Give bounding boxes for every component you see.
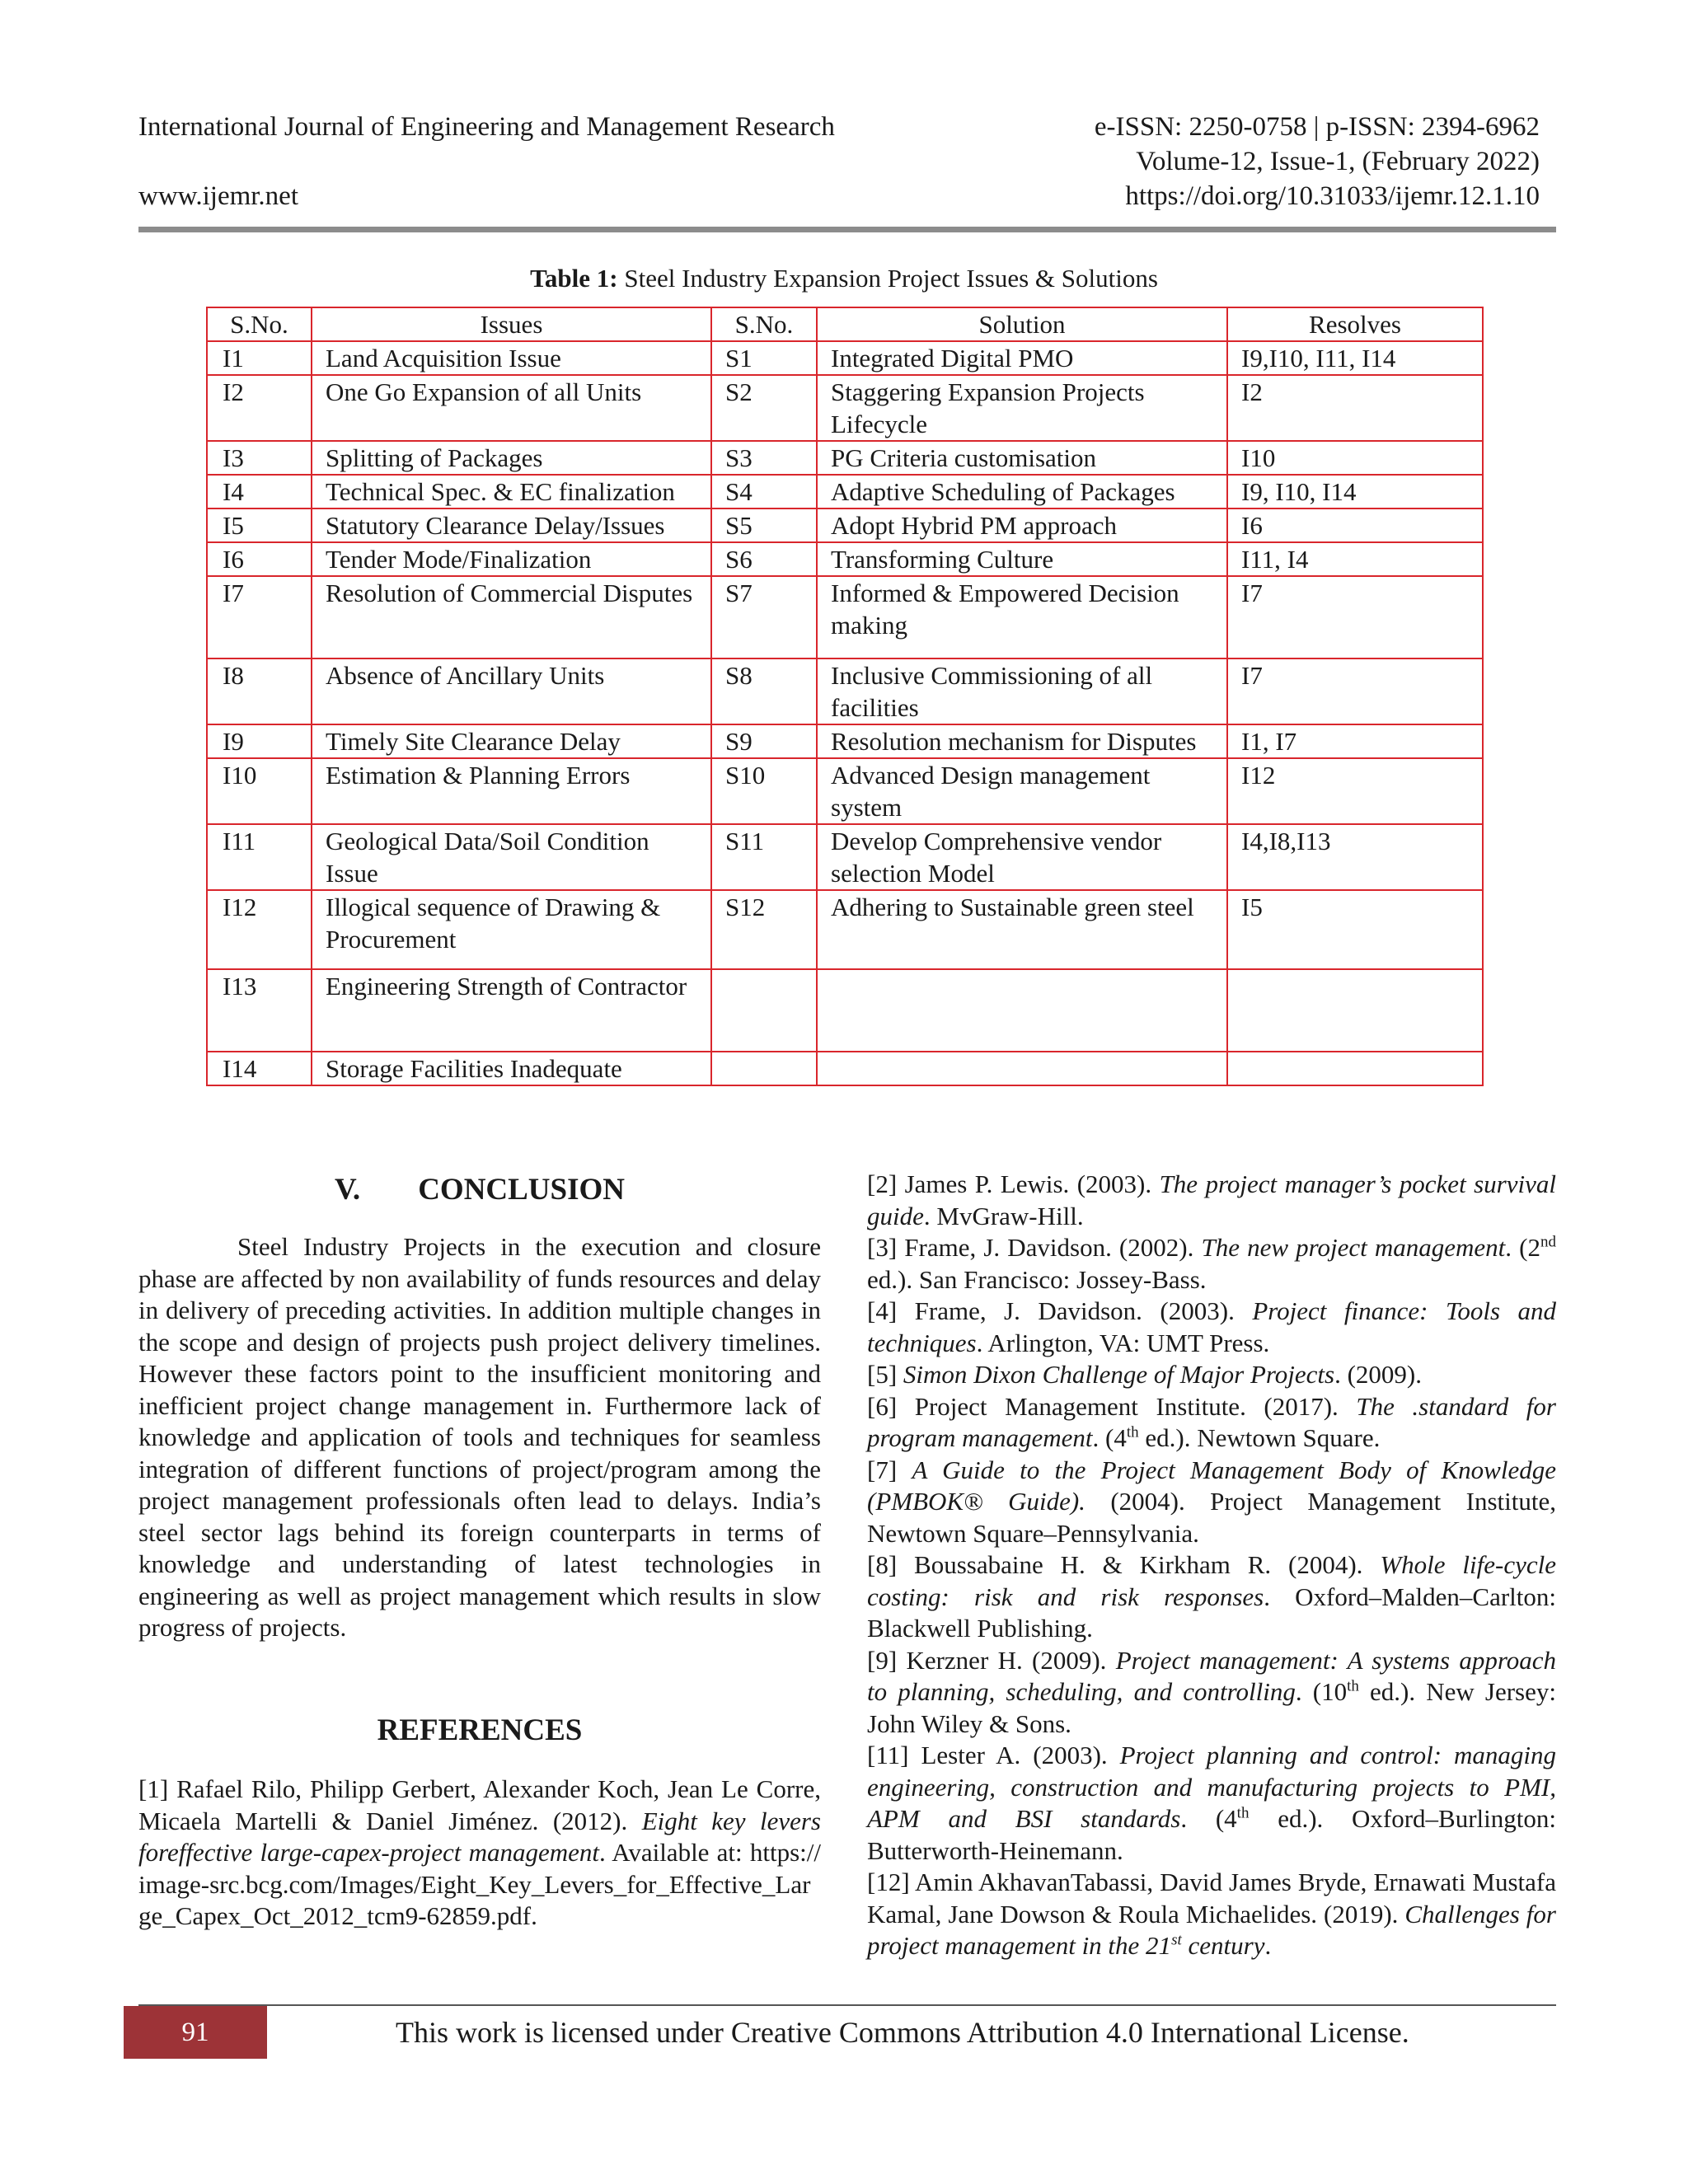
ref-authors: [3] Frame, J. Davidson. (2002). [867, 1233, 1202, 1262]
cell-issue: Tender Mode/Finalization [312, 542, 711, 576]
reference-11 [867, 1740, 1556, 1867]
reference-8 [867, 1549, 1556, 1645]
header-resolves: Resolves [1227, 307, 1483, 341]
reference-4 [867, 1296, 1556, 1359]
ref-source: . Arlington, VA: UMT Press. [976, 1328, 1270, 1357]
ref-source: . (10 [1295, 1677, 1348, 1706]
cell-issue: Storage Facilities Inadequate [312, 1052, 711, 1085]
issues-solutions-table [206, 307, 1484, 1086]
cell-solution: Informed & Empowered Decision making [817, 576, 1227, 658]
reference-12 [867, 1867, 1556, 1962]
cell-solution: Develop Comprehensive vendor selection Model [817, 824, 1227, 890]
ref-title: A Guide to the Project Management Body of Knowledge (PMBOK® Guide). [867, 1455, 1556, 1516]
ref-source: ed.). Oxford–Burlington: Butterworth-Heinemann. [867, 1804, 1557, 1865]
table-row [207, 576, 1483, 658]
ref-title: Simon Dixon Challenge of Major Projects [903, 1360, 1335, 1389]
table-header-row [207, 307, 1483, 341]
cell-solution-id: S11 [711, 824, 817, 890]
ref-source: . (2009). [1334, 1360, 1423, 1389]
ref-authors: [6] Project Management Institute. (2017). [867, 1391, 1357, 1421]
cell-issue-id: I10 [207, 758, 312, 824]
cell-solution: Inclusive Commissioning of all facilities [817, 658, 1227, 724]
conclusion-section [138, 1172, 821, 1644]
cell-issue-id: I2 [207, 375, 312, 441]
header-solution-sno: S.No. [711, 307, 817, 341]
reference-3 [867, 1232, 1556, 1296]
cell-issue-id: I9 [207, 724, 312, 758]
cell-solution-id [711, 1052, 817, 1085]
table-row [207, 509, 1483, 542]
cell-resolves: I4,I8,I13 [1227, 824, 1483, 890]
cell-resolves: I9, I10, I14 [1227, 475, 1483, 509]
ref-source: . Oxford–Malden–Carlton: Blackwell Publishing. [867, 1582, 1556, 1643]
reference-9 [867, 1645, 1556, 1741]
ref-superscript: st [1171, 1931, 1182, 1949]
ref-source: . (4 [1092, 1423, 1127, 1452]
ref-title: Eight key levers foreffective large-capex-project management [138, 1806, 821, 1867]
ref-authors: [2] James P. Lewis. (2003). [867, 1169, 1160, 1198]
reference-6 [867, 1391, 1556, 1455]
table-row [207, 890, 1483, 969]
ref-authors: [1] Rafael Rilo, Philipp Gerbert, Alexander Koch, Jean Le Corre, Micaela Martelli & Daniel Jiménez. (2012). [138, 1774, 821, 1835]
cell-solution-id: S6 [711, 542, 817, 576]
ref-authors: [8] Boussabaine H. & Kirkham R. (2004). [867, 1550, 1381, 1579]
ref-source: . Available at: https://image-src.bcg.com/Images/Eight_Key_Levers_for_Effective_Large_Capex_Oct_2012_tcm9-62859.pdf. [138, 1838, 821, 1930]
ref-superscript: th [1236, 1804, 1250, 1822]
cell-resolves: I2 [1227, 375, 1483, 441]
table-caption [0, 262, 1688, 295]
ref-superscript: th [1126, 1423, 1139, 1441]
cell-issue: Statutory Clearance Delay/Issues [312, 509, 711, 542]
cell-issue: Timely Site Clearance Delay [312, 724, 711, 758]
section-number: V. [334, 1173, 361, 1207]
issn-line: e-ISSN: 2250-0758 | p-ISSN: 2394-6962 [1094, 112, 1540, 142]
cell-issue: Geological Data/Soil Condition Issue [312, 824, 711, 890]
cell-resolves: I12 [1227, 758, 1483, 824]
journal-website[interactable]: www.ijemr.net [138, 181, 298, 211]
table-row [207, 969, 1483, 1052]
references-heading: REFERENCES [377, 1713, 583, 1747]
ref-source: ed.). Newtown Square. [1138, 1423, 1381, 1452]
cell-resolves: I7 [1227, 576, 1483, 658]
section-title: CONCLUSION [418, 1173, 626, 1207]
cell-issue: Engineering Strength of Contractor [312, 969, 711, 1052]
cell-solution: Integrated Digital PMO [817, 341, 1227, 375]
ref-source: . (4 [1180, 1804, 1237, 1833]
cell-issue: Estimation & Planning Errors [312, 758, 711, 824]
reference-7 [867, 1455, 1556, 1550]
cell-solution: Adhering to Sustainable green steel [817, 890, 1227, 969]
cell-resolves: I9,I10, I11, I14 [1227, 341, 1483, 375]
ref-authors: [5] [867, 1360, 903, 1389]
ref-authors: [11] Lester A. (2003). [867, 1741, 1120, 1769]
cell-issue-id: I12 [207, 890, 312, 969]
ref-title-part: century [1181, 1931, 1265, 1960]
ref-title: Whole life-cycle costing: risk and risk responses [867, 1550, 1556, 1611]
cell-issue-id: I8 [207, 658, 312, 724]
cell-issue: Technical Spec. & EC finalization [312, 475, 711, 509]
cell-solution-id: S3 [711, 441, 817, 475]
conclusion-heading [138, 1172, 821, 1208]
ref-source: (2004). Project Management Institute, Newtown Square–Pennsylvania. [867, 1487, 1556, 1548]
table-row [207, 1052, 1483, 1085]
cell-resolves: I5 [1227, 890, 1483, 969]
volume-line: Volume-12, Issue-1, (February 2022) [1136, 147, 1540, 176]
ref-title-part: Challenges for project management in the 21 [867, 1899, 1556, 1960]
cell-resolves: I7 [1227, 658, 1483, 724]
ref-superscript: th [1347, 1677, 1359, 1695]
journal-title: International Journal of Engineering and Management Research [138, 112, 835, 142]
cell-solution: Staggering Expansion Projects Lifecycle [817, 375, 1227, 441]
cell-solution-id: S2 [711, 375, 817, 441]
cell-issue: Absence of Ancillary Units [312, 658, 711, 724]
ref-source: . [1264, 1931, 1272, 1960]
cell-solution: Adaptive Scheduling of Packages [817, 475, 1227, 509]
cell-solution-id: S4 [711, 475, 817, 509]
header-solution: Solution [817, 307, 1227, 341]
references-section [138, 1713, 821, 1933]
ref-source: . (2 [1505, 1233, 1540, 1262]
cell-resolves: I6 [1227, 509, 1483, 542]
ref-title: Project planning and control: managing engineering, construction and manufacturing projects to PMI, APM and BSI standards [867, 1741, 1557, 1833]
table-row [207, 758, 1483, 824]
table-caption-label: Table 1: [530, 264, 618, 293]
header-issues: Issues [312, 307, 711, 341]
cell-solution-id: S1 [711, 341, 817, 375]
ref-title: Project management: A systems approach to planning, scheduling, and controlling [867, 1645, 1556, 1706]
table-row [207, 724, 1483, 758]
cell-issue-id: I14 [207, 1052, 312, 1085]
ref-authors: [7] [867, 1455, 912, 1484]
cell-resolves: I11, I4 [1227, 542, 1483, 576]
cell-resolves [1227, 1052, 1483, 1085]
cell-issue-id: I3 [207, 441, 312, 475]
ref-title: Project finance: Tools and techniques [867, 1296, 1556, 1357]
cell-issue-id: I4 [207, 475, 312, 509]
ref-source: ed.). San Francisco: Jossey-Bass. [867, 1264, 1207, 1294]
ref-superscript: nd [1540, 1233, 1556, 1251]
cell-solution-id: S12 [711, 890, 817, 969]
table-row [207, 475, 1483, 509]
table-row [207, 441, 1483, 475]
cell-solution-id: S8 [711, 658, 817, 724]
ref-title: The .standard for program management [867, 1391, 1556, 1452]
ref-title: The project manager’s pocket survival guide [867, 1169, 1556, 1230]
license-notice: This work is licensed under Creative Commons Attribution 4.0 International License. [396, 2016, 1409, 2049]
cell-issue-id: I5 [207, 509, 312, 542]
cell-solution-id: S7 [711, 576, 817, 658]
reference-5 [867, 1359, 1556, 1391]
ref-source: . MvGraw-Hill. [923, 1201, 1084, 1230]
cell-issue-id: I1 [207, 341, 312, 375]
cell-solution: PG Criteria customisation [817, 441, 1227, 475]
table-row [207, 542, 1483, 576]
cell-solution: Transforming Culture [817, 542, 1227, 576]
cell-issue: Resolution of Commercial Disputes [312, 576, 711, 658]
conclusion-paragraph: Steel Industry Projects in the execution and closure phase are affected by non availability of funds resources and delay in delivery of preceding activities. In addition multiple changes in the scope and design of projects push project delivery timelines. However these factors point to the insufficient monitoring and inefficient project change management in. Furthermore lack of knowledge and application of tools and techniques for seamless integration of different functions of project/program among the project management professionals often lead to delays. India’s steel sector lags behind its foreign counterparts in terms of knowledge and understanding of latest technologies in engineering as well as project management which results in slow progress of projects. [138, 1232, 821, 1642]
reference-1 [138, 1774, 821, 1933]
cell-issue-id: I11 [207, 824, 312, 890]
table-row [207, 341, 1483, 375]
cell-solution [817, 1052, 1227, 1085]
cell-solution: Adopt Hybrid PM approach [817, 509, 1227, 542]
references-list [867, 1169, 1556, 1962]
cell-issue-id: I7 [207, 576, 312, 658]
cell-solution: Resolution mechanism for Disputes [817, 724, 1227, 758]
cell-issue: Illogical sequence of Drawing & Procurement [312, 890, 711, 969]
cell-solution-id: S5 [711, 509, 817, 542]
table-row [207, 375, 1483, 441]
cell-issue: Splitting of Packages [312, 441, 711, 475]
header-rule [138, 227, 1556, 232]
cell-issue-id: I13 [207, 969, 312, 1052]
table-row [207, 824, 1483, 890]
cell-issue: One Go Expansion of all Units [312, 375, 711, 441]
cell-resolves: I10 [1227, 441, 1483, 475]
cell-solution-id: S9 [711, 724, 817, 758]
cell-resolves: I1, I7 [1227, 724, 1483, 758]
reference-2 [867, 1169, 1556, 1232]
page-number: 91 [124, 2006, 267, 2059]
ref-title: The new project management [1201, 1233, 1506, 1262]
cell-issue: Land Acquisition Issue [312, 341, 711, 375]
ref-source: ed.). New Jersey: John Wiley & Sons. [867, 1677, 1556, 1738]
doi-link[interactable]: https://doi.org/10.31033/ijemr.12.1.10 [1125, 181, 1540, 211]
cell-solution: Advanced Design management system [817, 758, 1227, 824]
cell-solution-id: S10 [711, 758, 817, 824]
ref-authors: [12] Amin AkhavanTabassi, David James Bryde, Ernawati Mustafa Kamal, Jane Dowson & Roula Michaelides. (2019). [867, 1868, 1556, 1929]
table-caption-text: Steel Industry Expansion Project Issues & Solutions [617, 264, 1158, 293]
header-issue-sno: S.No. [207, 307, 312, 341]
cell-solution-id [711, 969, 817, 1052]
cell-solution [817, 969, 1227, 1052]
ref-authors: [4] Frame, J. Davidson. (2003). [867, 1296, 1253, 1325]
ref-authors: [9] Kerzner H. (2009). [867, 1645, 1116, 1675]
table-row [207, 658, 1483, 724]
cell-resolves [1227, 969, 1483, 1052]
cell-issue-id: I6 [207, 542, 312, 576]
